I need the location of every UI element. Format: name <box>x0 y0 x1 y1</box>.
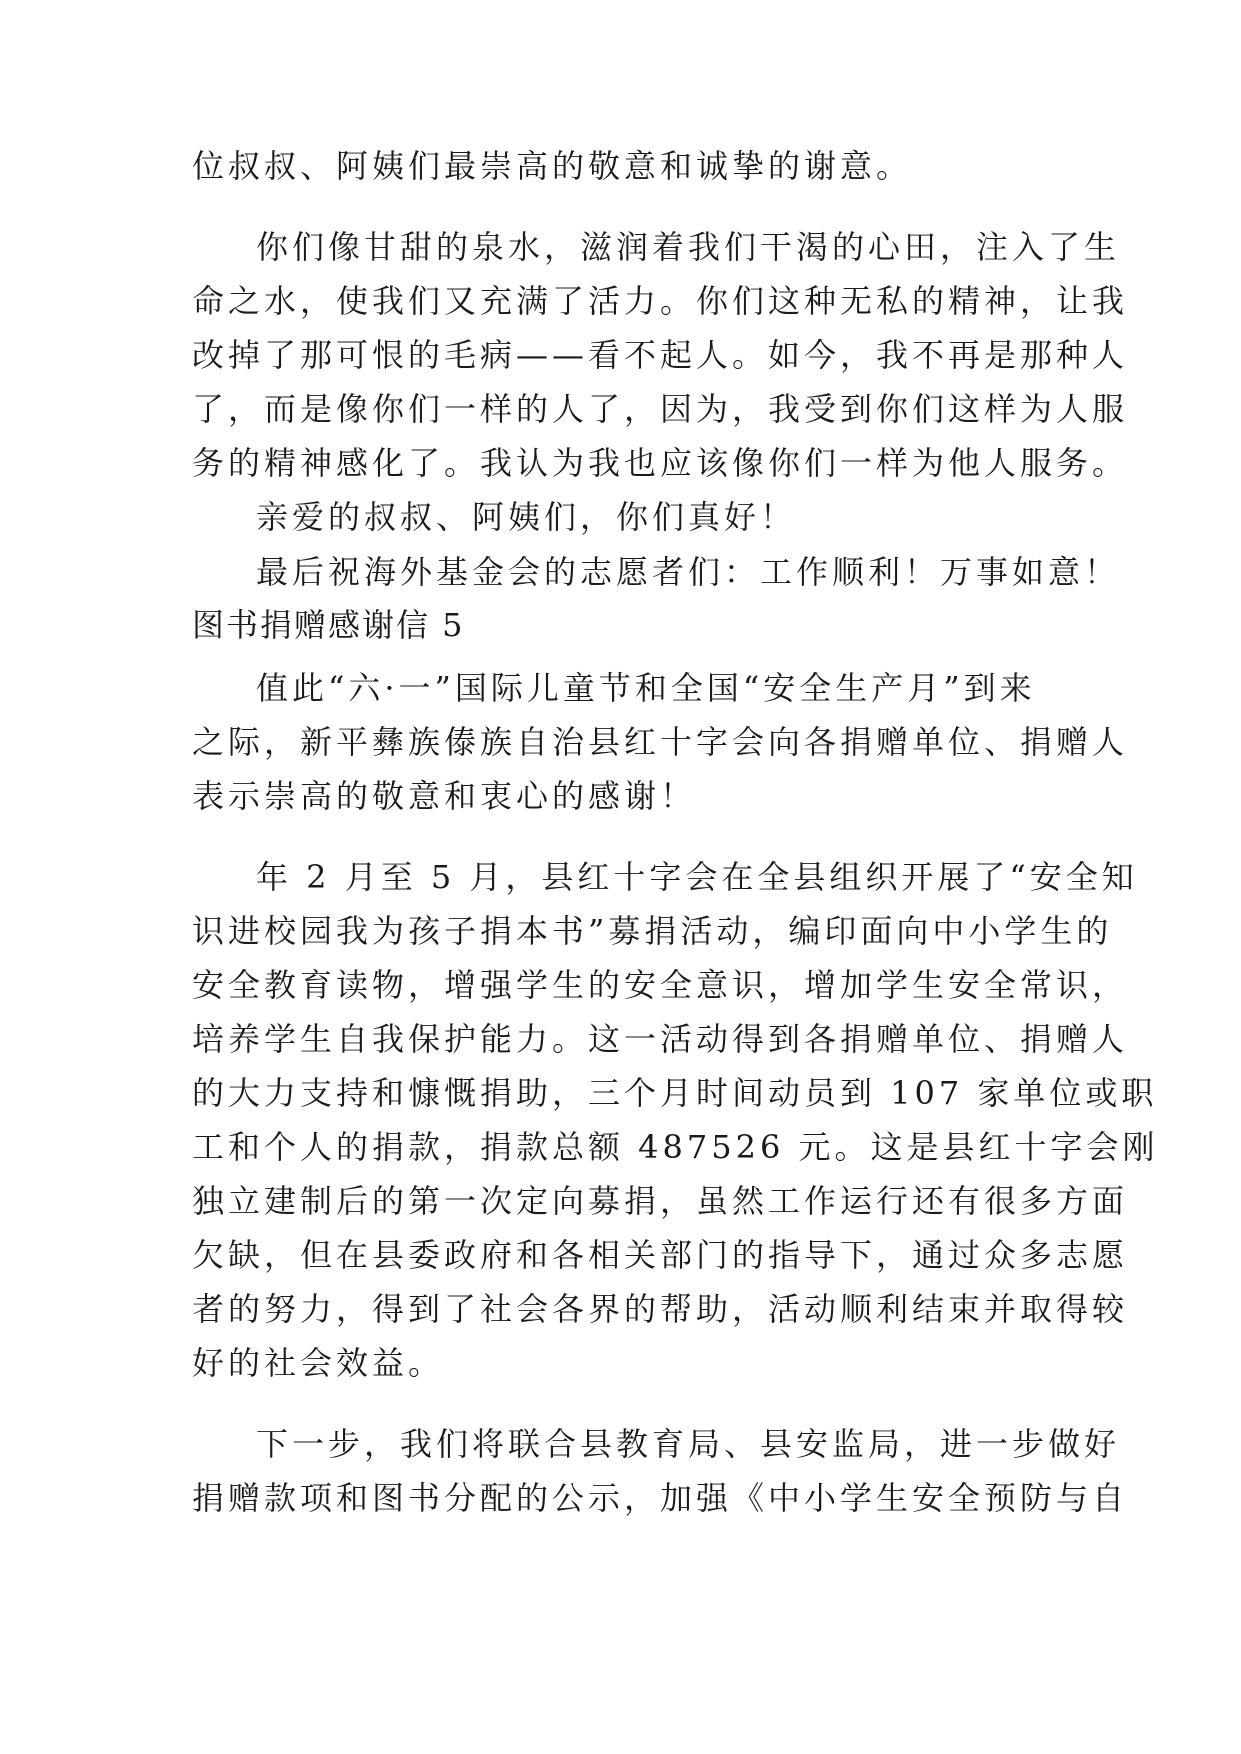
paragraph-line: 亲爱的叔叔、阿姨们，你们真好！ <box>256 498 797 536</box>
text-line: 捐赠款项和图书分配的公示，加强《中小学生安全预防与自 <box>192 1479 1129 1517</box>
text-line: 欠缺，但在县委政府和各相关部门的指导下，通过众多志愿 <box>192 1236 1129 1274</box>
text-line: 者的努力，得到了社会各界的帮助，活动顺利结束并取得较 <box>192 1290 1129 1328</box>
text-line: 好的社会效益。 <box>192 1344 445 1382</box>
text-line: 培养学生自我保护能力。这一活动得到各捐赠单位、捐赠人 <box>192 1020 1129 1058</box>
text-line: 识进校园我为孩子捐本书”募捐活动，编印面向中小学生的 <box>192 912 1113 950</box>
text-line: 改掉了那可恨的毛病——看不起人。如今，我不再是那种人 <box>192 336 1129 374</box>
text-line: 安全教育读物，增强学生的安全意识，增加学生安全常识， <box>192 966 1129 1004</box>
document-page <box>192 0 1159 1754</box>
paragraph-line: 你们像甘甜的泉水，滋润着我们干渴的心田，注入了生 <box>256 228 1121 266</box>
text-line: 工和个人的捐款，捐款总额 487526 元。这是县红十字会刚 <box>192 1128 1159 1166</box>
paragraph-line: 年 2 月至 5 月，县红十字会在全县组织开展了“安全知 <box>256 858 1138 896</box>
text-line: 之际，新平彝族傣族自治县红十字会向各捐赠单位、捐赠人 <box>192 723 1129 761</box>
paragraph-line: 下一步，我们将联合县教育局、县安监局，进一步做好 <box>256 1425 1121 1463</box>
paragraph-line: 最后祝海外基金会的志愿者们：工作顺利！万事如意！ <box>256 553 1121 591</box>
text-line: 的大力支持和慷慨捐助，三个月时间动员到 107 家单位或职 <box>192 1074 1158 1112</box>
text-line: 独立建制后的第一次定向募捐，虽然工作运行还有很多方面 <box>192 1182 1129 1220</box>
text-line: 了，而是像你们一样的人了，因为，我受到你们这样为人服 <box>192 390 1129 428</box>
section-heading: 图书捐赠感谢信 5 <box>192 606 465 644</box>
text-line: 位叔叔、阿姨们最崇高的敬意和诚挚的谢意。 <box>192 147 913 185</box>
text-line: 表示崇高的敬意和衷心的感谢！ <box>192 777 697 815</box>
paragraph-line: 值此“六·一”国际儿童节和全国“安全生产月”到来 <box>256 669 1036 707</box>
text-line: 命之水，使我们又充满了活力。你们这种无私的精神，让我 <box>192 282 1129 320</box>
text-line: 务的精神感化了。我认为我也应该像你们一样为他人服务。 <box>192 444 1129 482</box>
